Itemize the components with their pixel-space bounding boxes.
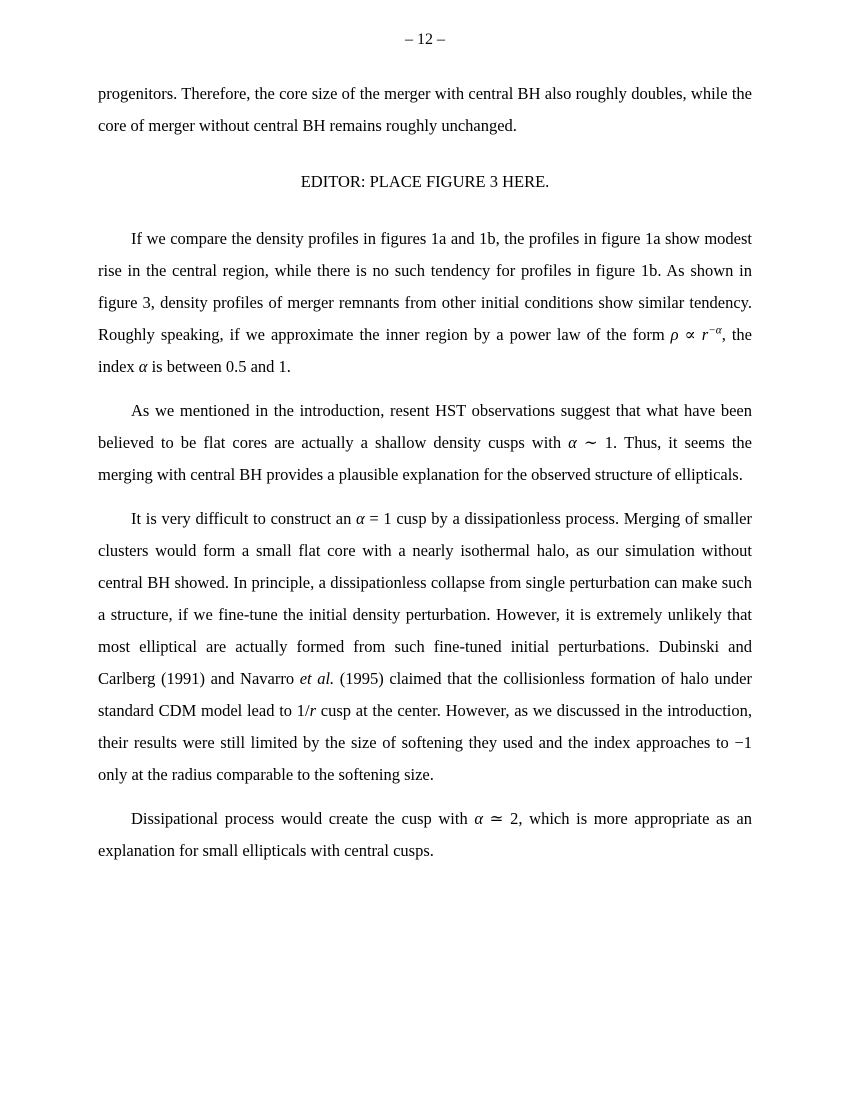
math-text: α (568, 433, 577, 452)
math-text: r (701, 325, 709, 344)
page-number: – 12 – (405, 31, 445, 48)
math-text: α (474, 809, 484, 828)
paragraph (98, 78, 752, 142)
paragraph (98, 223, 752, 383)
text-run: As we mentioned in the introduction, resent HST observations suggest that what have been believed to be flat cores are actually a shallow density cusps with (98, 401, 752, 452)
text-run: Dissipational process would create the cusp with (131, 809, 475, 828)
paragraph (98, 503, 752, 791)
math-text: −α (708, 324, 722, 337)
text-run: ≃ 2, which is more appropriate as an explanation for small ellipticals with central cusps. (98, 809, 752, 860)
math-text: et al. (299, 669, 335, 688)
math-text: r (309, 701, 317, 720)
paragraphs-after-note (98, 223, 752, 867)
text-run: It is very difficult to construct an (131, 509, 357, 528)
text-run: If we compare the density profiles in figures 1a and 1b, the profiles in figure 1a show modest rise in the central region, while there is no such tendency for profiles in figure 1b. As shown in figure 3, density profiles of merger remnants from other initial conditions show similar tendency. Roughly speaking, if we approximate the inner region by a power law of the form (98, 229, 752, 344)
text-run: ∝ (678, 325, 702, 344)
math-text: α (356, 509, 365, 528)
text-run: , the index (98, 325, 752, 376)
paragraphs-before-note (98, 78, 752, 142)
text-run: is between 0.5 and 1. (147, 357, 291, 376)
paragraph (98, 803, 752, 867)
math-text: α (138, 357, 148, 376)
text-run: = 1 cusp by a dissipationless process. Merging of smaller clusters would form a small flat core with a nearly isothermal halo, as our simulation without central BH showed. In principle, a dissipationless collapse from single perturbation can make such a structure, if we fine-tune the initial density perturbation. However, it is extremely unlikely that most elliptical are actually formed from such fine-tuned initial perturbations. Dubinski and Carlberg (1991) and Navarro (98, 509, 752, 688)
text-run: (1995) claimed that the collisionless formation of halo under standard CDM model lead to 1/ (98, 669, 752, 720)
paragraph (98, 395, 752, 491)
math-text: ρ (670, 325, 679, 344)
text-run: cusp at the center. However, as we discussed in the introduction, their results were still limited by the size of softening they used and the index approaches to −1 only at the radius comparable to the softening size. (98, 701, 752, 784)
editor-note: EDITOR: PLACE FIGURE 3 HERE. (300, 172, 550, 191)
text-run: progenitors. Therefore, the core size of the merger with central BH also roughly doubles, while the core of merger without central BH remains roughly unchanged. (98, 84, 752, 135)
text-run: ∼ 1. Thus, it seems the merging with central BH provides a plausible explanation for the observed structure of ellipticals. (98, 433, 752, 484)
